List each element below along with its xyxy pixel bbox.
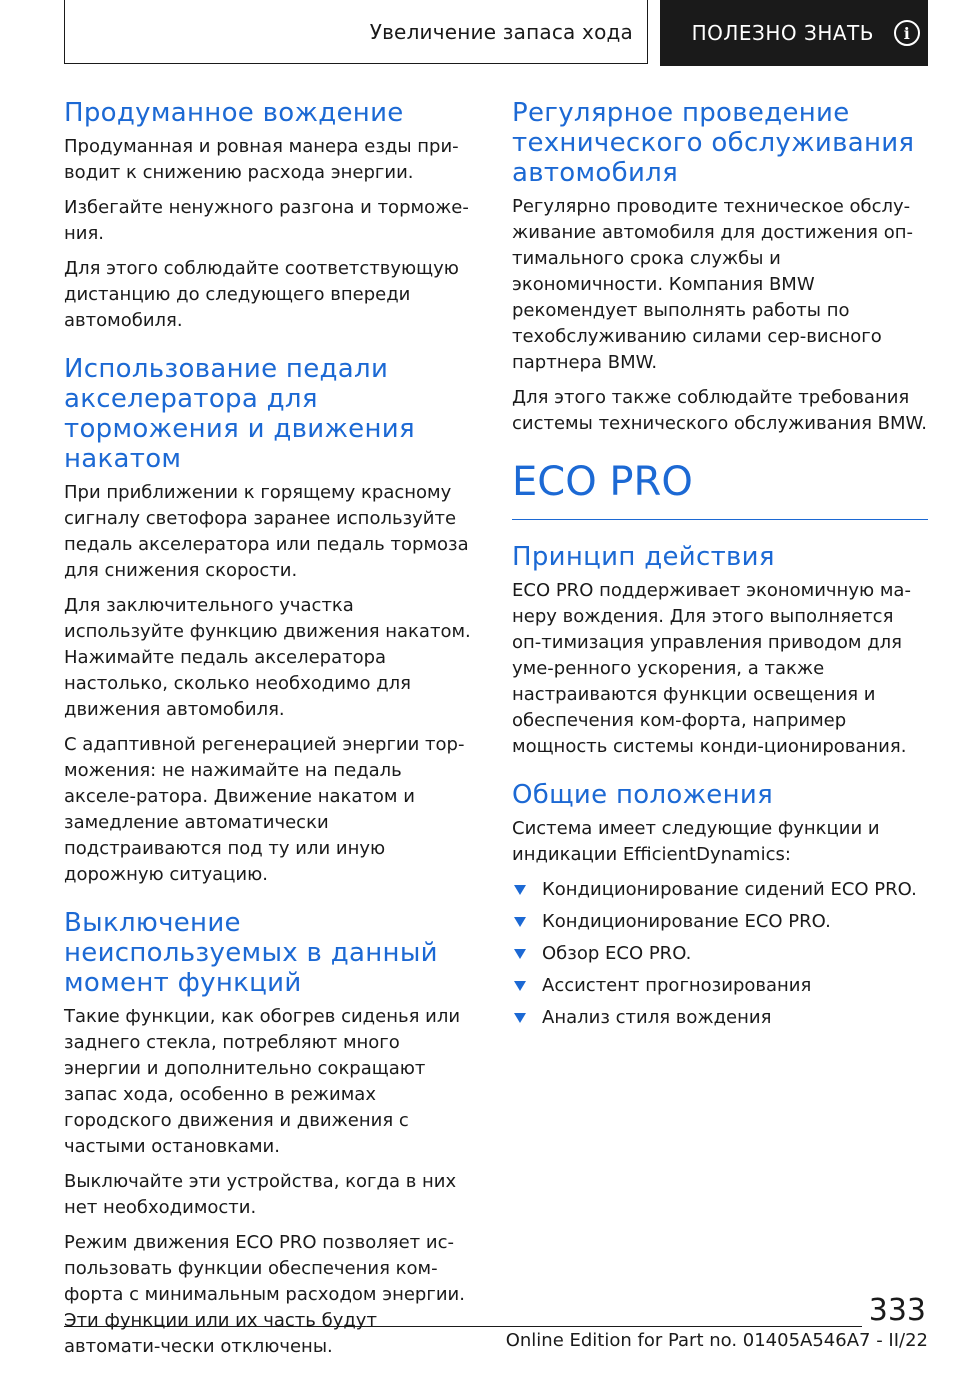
right-column <box>512 98 928 1051</box>
triangle-bullet-icon <box>514 1013 526 1023</box>
paragraph: С адаптивной регенерацией энергии тор-можения: не нажимайте на педаль акселе-ратора. Движение накатом и замедление автоматически подстраиваются под ту или иную дорожную ситуацию. <box>64 734 465 885</box>
list-item: Анализ стиля вождения <box>512 1005 928 1031</box>
section-switch-off-functions <box>64 908 479 1360</box>
section-heading: Общие положения <box>512 780 774 810</box>
list-item: Кондиционирование сидений ECO PRO. <box>512 877 928 903</box>
section-heading: Принцип действия <box>512 542 775 572</box>
edition-text: Online Edition for Part no. 01405A546A7 - II/22 <box>505 1330 928 1351</box>
section-general <box>512 780 928 1031</box>
paragraph: Режим движения ECO PRO позволяет ис-пользовать функции обеспечения ком-форта с минимальным расходом энергии. Эти функции или их часть будут автомати-чески отключены. <box>64 1232 465 1357</box>
paragraph: При приближении к горящему красному сигналу светофора заранее используйте педаль акселератора или педаль тормоза для снижения скорости. <box>64 482 469 581</box>
section-maintenance <box>512 98 928 437</box>
triangle-bullet-icon <box>514 885 526 895</box>
section-accelerator-pedal <box>64 354 479 888</box>
triangle-bullet-icon <box>514 981 526 991</box>
section-heading: Продуманное вождение <box>64 98 404 128</box>
section-title-tab <box>64 0 648 64</box>
paragraph: Избегайте ненужного разгона и торможе-ния. <box>64 197 469 244</box>
left-column <box>64 98 479 1380</box>
paragraph: Продуманная и ровная манера езды при-водит к снижению расхода энергии. <box>64 136 459 183</box>
chapter-title: ПОЛЕЗНО ЗНАТЬ <box>691 21 874 45</box>
page-header <box>64 0 928 66</box>
heading-divider <box>512 519 928 520</box>
info-icon: i <box>894 20 920 46</box>
section-heading: Регулярное проведение технического обслуживания автомобиля <box>512 98 915 188</box>
paragraph: Система имеет следующие функции и индикации EfficientDynamics: <box>512 818 880 865</box>
chapter-heading: ECO PRO <box>512 459 693 505</box>
section-smart-driving <box>64 98 479 334</box>
triangle-bullet-icon <box>514 917 526 927</box>
section-title: Увеличение запаса хода <box>369 19 633 44</box>
list-item: Кондиционирование ECO PRO. <box>512 909 928 935</box>
paragraph: Для этого также соблюдайте требования системы технического обслуживания BMW. <box>512 387 927 434</box>
paragraph: Для заключительного участка используйте функцию движения накатом. Нажимайте педаль акселератора настолько, сколько необходимо для движения автомобиля. <box>64 595 471 720</box>
section-heading: Выключение неиспользуемых в данный момент функций <box>64 908 438 998</box>
list-item: Обзор ECO PRO. <box>512 941 928 967</box>
paragraph: Для этого соблюдайте соответствующую дистанцию до следующего впереди автомобиля. <box>64 258 459 331</box>
section-principle <box>512 542 928 760</box>
paragraph: Такие функции, как обогрев сиденья или заднего стекла, потребляют много энергии и дополнительно сокращают запас хода, особенно в режимах городского движения и движения с частыми остановками. <box>64 1006 461 1157</box>
triangle-bullet-icon <box>514 949 526 959</box>
section-heading: Использование педали акселератора для торможения и движения накатом <box>64 354 415 474</box>
page-number: 333 <box>868 1293 926 1328</box>
feature-list <box>512 877 928 1031</box>
list-item: Ассистент прогнозирования <box>512 973 928 999</box>
chapter-title-tab <box>660 0 928 66</box>
paragraph: ECO PRO поддерживает экономичную ма-неру вождения. Для этого выполняется оп-тимизация управления приводом для уме-ренного ускорения, а также настраиваются функции освещения и обеспечения ком-форта, например мощность системы конди-ционирования. <box>512 580 911 757</box>
paragraph: Регулярно проводите техническое обслу-живание автомобиля для достижения оп-тимального срока службы и экономичности. Компания BMW рекомендует выполнять работы по техобслуживанию силами сер-висного партнера BMW. <box>512 196 914 373</box>
paragraph: Выключайте эти устройства, когда в них нет необходимости. <box>64 1171 457 1218</box>
footer-divider <box>64 1326 862 1327</box>
